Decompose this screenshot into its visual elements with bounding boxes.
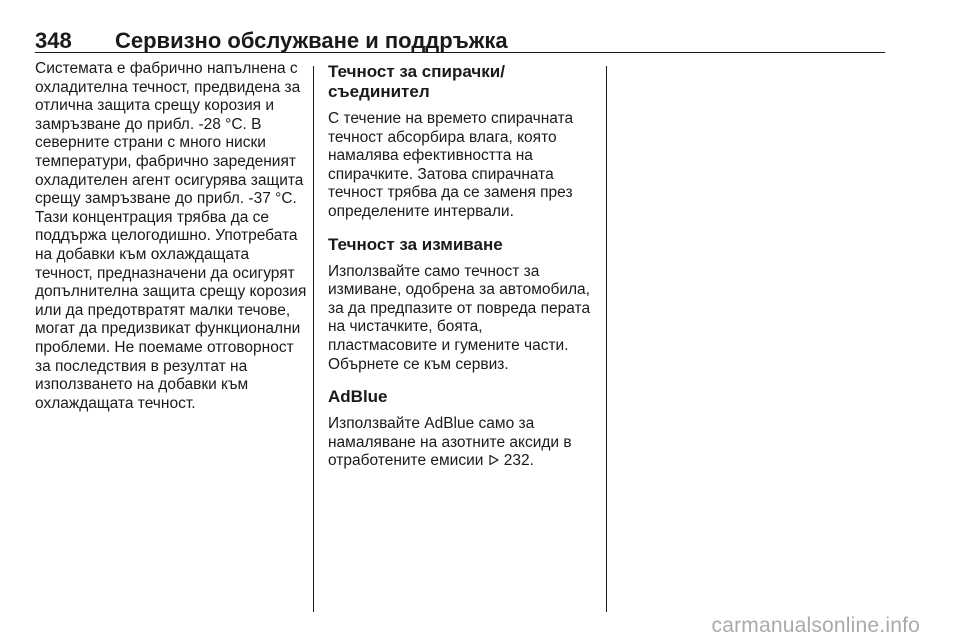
page-number: 348	[35, 28, 72, 53]
column-1	[35, 60, 307, 413]
washer-fluid-heading: Течност за измиване	[328, 234, 503, 254]
column-divider-2	[606, 66, 607, 612]
column-2	[328, 60, 596, 484]
adblue-section	[328, 387, 596, 471]
watermark: carmanualsonline.info	[711, 614, 920, 637]
brake-fluid-heading: Течност за спирачки/ съединител	[328, 62, 505, 101]
coolant-paragraph: Системата е фабрично напълнена с охладителна течност, предвидена за отлична защита срещу корозия и замръзване до прибл. -28 °C. В северните страни с много ниски температури, фабрично зареденият охладителен агент осигурява защита срещу замръзване до прибл. -37 °C. Тази концентрация трябва да се поддържа целогодишно. Употребата на добавки към охлаждащата течност, предназначени да осигурят допълнителна защита срещу корозия или да предотвратят малки течове, могат да предизвикат функционални проблеми. Не поемаме отговорност за последствия в резултат на използването на добавки към охлаждащата течност.	[35, 60, 307, 412]
column-divider-1	[313, 66, 314, 612]
page-header	[35, 22, 885, 53]
adblue-text	[328, 415, 596, 471]
washer-fluid-section	[328, 235, 596, 375]
brake-fluid-section	[328, 62, 596, 222]
page-reference-icon[interactable]	[488, 454, 500, 466]
chapter-title: Сервизно обслужване и поддръжка	[115, 28, 508, 53]
brake-fluid-text: С течение на времето спирачната течност абсорбира влага, която намалява ефективността на спирачките. Затова спирачната течност трябва да се заменя през определените интервали.	[328, 110, 574, 220]
adblue-text-body: Използвайте AdBlue само за намаляване на азотните аксиди в отработените емисии	[328, 415, 572, 470]
adblue-heading: AdBlue	[328, 387, 388, 407]
washer-fluid-text: Използвайте само течност за измиване, одобрена за автомобила, за да предпазите от повреда перата на чистачките, боята, пластмасовите и гумените части. Обърнете се към сервиз.	[328, 262, 591, 373]
page-reference[interactable]: 232.	[503, 452, 534, 470]
